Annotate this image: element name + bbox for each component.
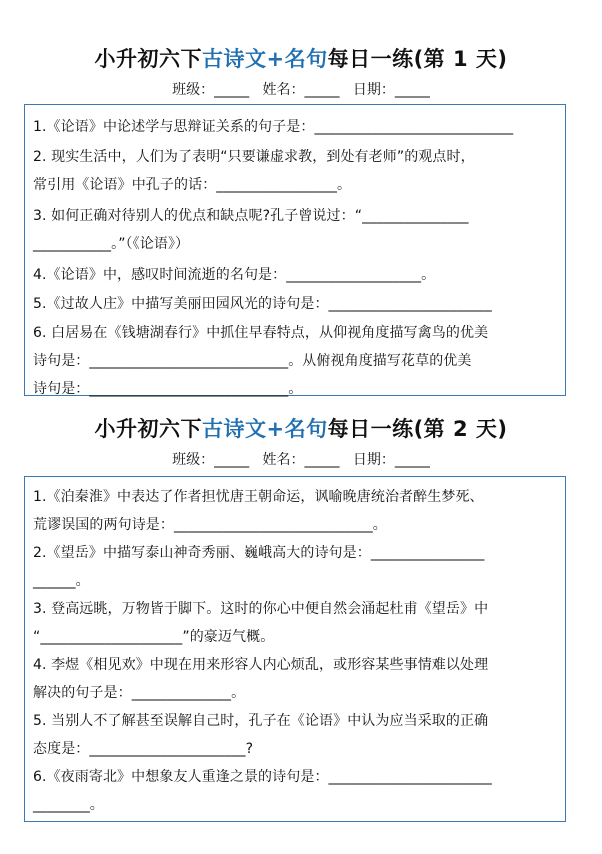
- title-highlight: 古诗文+名句: [201, 417, 328, 441]
- question-6: [33, 319, 563, 403]
- question-6: [33, 763, 563, 819]
- question-line: 态度是：______________________?: [33, 741, 254, 757]
- question-line: 5.《过故人庄》中描写美丽田园风光的诗句是：_______________________: [33, 296, 492, 312]
- question-line: 诗句是：____________________________。从俯视角度描写花草的优美: [33, 353, 472, 369]
- title-prefix: 小升初六下: [94, 47, 202, 71]
- question-line: 4. 李煜《相见欢》中现在用来形容人内心烦乱，或形容某些事情难以处理: [33, 657, 489, 673]
- question-1: [33, 483, 563, 539]
- question-line: 解决的句子是：______________。: [33, 685, 246, 701]
- question-2: [33, 539, 563, 595]
- title-prefix: 小升初六下: [94, 417, 202, 441]
- question-line: 3. 登高远眺，万物皆于脚下。这时的你心中便自然会涌起杜甫《望岳》中: [33, 601, 489, 617]
- question-4: [33, 261, 563, 289]
- title-suffix: 每日一练(第 1 天): [327, 47, 508, 71]
- worksheet-title: [0, 44, 602, 74]
- question-line: 6. 白居易在《钱塘湖春行》中抓住早春特点，从仰视角度描写禽鸟的优美: [33, 325, 489, 341]
- question-line: 2.《望岳》中描写泰山神奇秀丽、巍峨高大的诗句是：________________: [33, 545, 485, 561]
- question-box: [24, 476, 566, 822]
- title-suffix: 每日一练(第 2 天): [327, 417, 508, 441]
- question-3: [33, 595, 563, 651]
- title-highlight: 古诗文+名句: [201, 47, 328, 71]
- student-info-line: 班级：_____ 姓名：_____ 日期：_____: [172, 452, 430, 468]
- question-5: [33, 290, 563, 318]
- question-4: [33, 651, 563, 707]
- student-info-line: 班级：_____ 姓名：_____ 日期：_____: [172, 82, 430, 98]
- question-line: ______。: [33, 573, 90, 589]
- question-line: 诗句是：____________________________。: [33, 381, 303, 397]
- question-line: ___________。”（《论语》）: [33, 236, 190, 252]
- question-line: “____________________”的豪迈气概。: [33, 629, 275, 645]
- question-line: 4.《论语》中，感叹时间流逝的名句是：___________________。: [33, 267, 436, 283]
- question-line: ________。: [33, 797, 104, 813]
- question-1: [33, 113, 563, 141]
- question-2: [33, 143, 563, 199]
- question-line: 3. 如何正确对待别人的优点和缺点呢?孔子曾说过：“_______________: [33, 208, 469, 224]
- worksheet-title: [0, 414, 602, 444]
- question-box: [24, 104, 566, 396]
- question-line: 6.《夜雨寄北》中想象友人重逢之景的诗句是：_______________________: [33, 769, 492, 785]
- question-line: 常引用《论语》中孔子的话：_________________。: [33, 177, 352, 193]
- question-line: 1.《论语》中论述学与思辩证关系的句子是：____________________________: [33, 119, 514, 135]
- question-line: 荒谬误国的两句诗是：____________________________。: [33, 517, 387, 533]
- question-line: 1.《泊秦淮》中表达了作者担忧唐王朝命运，讽喻晚唐统治者醉生梦死、: [33, 489, 484, 505]
- question-line: 5. 当别人不了解甚至误解自己时，孔子在《论语》中认为应当采取的正确: [33, 713, 489, 729]
- question-3: [33, 202, 563, 258]
- question-5: [33, 707, 563, 763]
- question-line: 2. 现实生活中，人们为了表明“只要谦虚求教，到处有老师”的观点时，: [33, 149, 475, 165]
